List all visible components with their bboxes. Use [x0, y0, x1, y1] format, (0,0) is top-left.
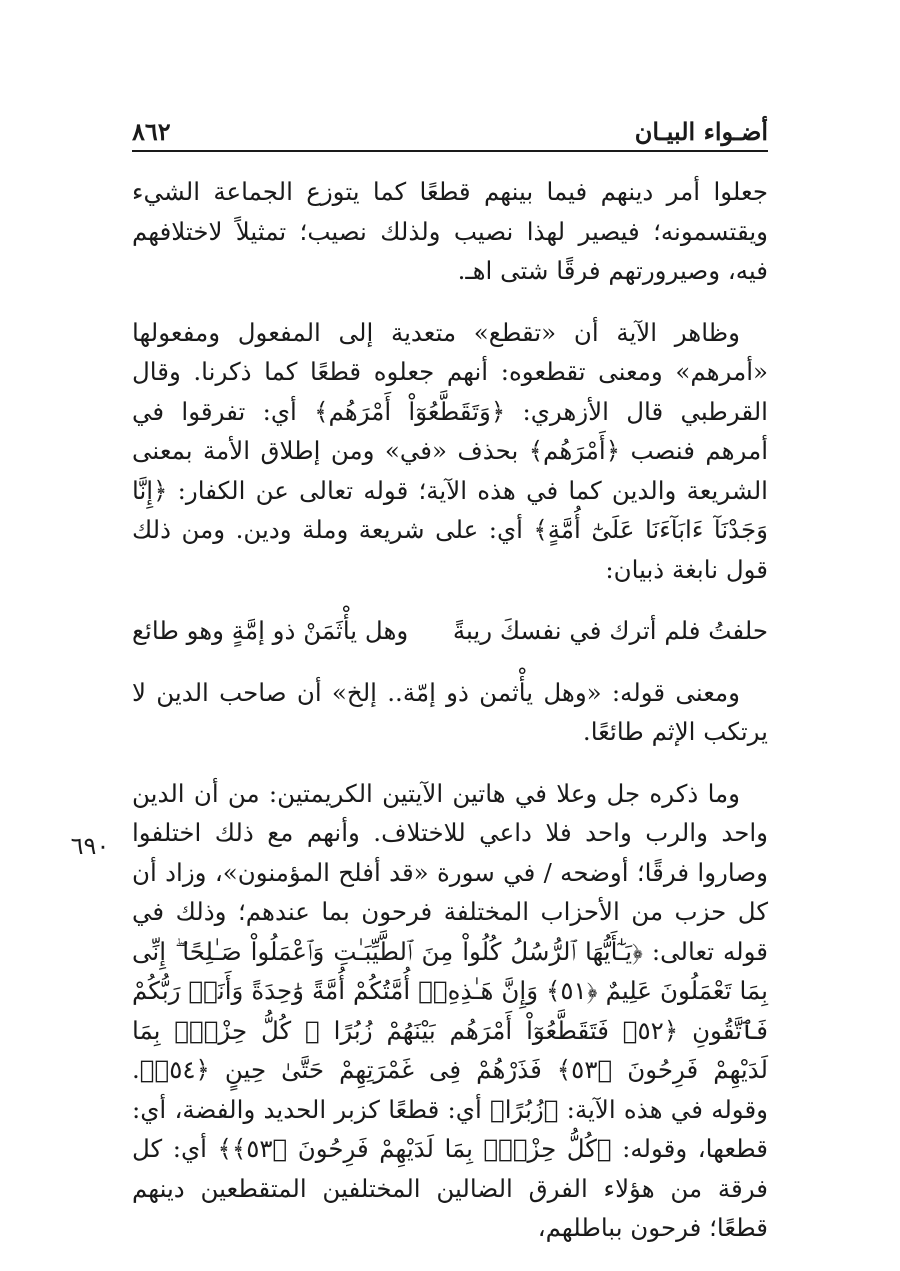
verse-first-hemistich: حلفتُ فلم أترك في نفسكَ ريبةً	[452, 616, 768, 645]
running-title: أضـواء البيـان	[634, 117, 768, 146]
poetry-verse	[132, 611, 768, 651]
paragraph-quran-citation: وما ذكره جل وعلا في هاتين الآيتين الكريمتين: من أن الدين واحد والرب واحد فلا داعي للاختلاف. وأنهم مع ذلك اختلفوا وصاروا فرقًا؛ أوضحه / في سورة «قد أفلح المؤمنون»، وزاد أن كل حزب من الأحزاب المختلفة فرحون بما عندهم؛ وذلك في قوله تعالى: ﴿يَـٰٓأَيُّهَا ٱلرُّسُلُ كُلُواْ مِنَ ٱلطَّيِّبَـٰتِ وَٱعْمَلُواْ صَـٰلِحًا ۖ إِنِّى بِمَا تَعْمَلُونَ عَلِيمٌ ﴿٥١﴾ وَإِنَّ هَـٰذِهِۦٓ أُمَّتُكُمْ أُمَّةً وَٰحِدَةً وَأَنَا۠ رَبُّكُمْ فَٱتَّقُونِ ﴿٥٢﴾ فَتَقَطَّعُوٓاْ أَمْرَهُم بَيْنَهُمْ زُبُرًا ۖ كُلُّ حِزْبٍۭ بِمَا لَدَيْهِمْ فَرِحُونَ ﴿٥٣﴾ فَذَرْهُمْ فِى غَمْرَتِهِمْ حَتَّىٰ حِينٍ ﴿٥٤﴾﴾. وقوله في هذه الآية: ﴿زُبُرًا﴾ أي: قطعًا كزبر الحديد والفضة، أي: قطعها، وقوله: ﴿كُلُّ حِزْبٍۭ بِمَا لَدَيْهِمْ فَرِحُونَ ﴿٥٣﴾﴾ أي: كل فرقة من هؤلاء الفرق الضالين المختلفين المتقطعين دينهم قطعًا؛ فرحون بباطلهم،	[132, 778, 769, 1242]
paragraph-verse-explanation: ومعنى قوله: «وهل يأْثمن ذو إمّة.. إلخ» أن صاحب الدين لا يرتكب الإثم طائعًا.	[132, 677, 768, 746]
paragraph-meaning-of-tuqattiu: وظاهر الآية أن «تقطع» متعدية إلى المفعول ومفعولها «أمرهم» ومعنى تقطعوه: أنهم جعلوه قطعًا كما ذكرنا. وقال القرطبي قال الأزهري: ﴿وَتَقَطَّعُوٓاْ أَمْرَهُم﴾ أي: تفرقوا في أمرهم فنصب ﴿أَمْرَهُم﴾ بحذف «في» ومن إطلاق الأمة بمعنى الشريعة والدين كما في هذه الآية؛ قوله تعالى عن الكفار: ﴿إِنَّا وَجَدْنَآ ءَابَآءَنَا عَلَىٰٓ أُمَّةٍ﴾ أي: على شريعة وملة ودين. ومن ذلك قول نابغة ذبيان:	[132, 317, 768, 584]
verse-second-hemistich: وهل يأْثَمَنْ ذو إمَّةٍ وهو طائع	[132, 616, 409, 645]
page-body	[132, 172, 768, 1248]
paragraph-continuation: جعلوا أمر دينهم فيما بينهم قطعًا كما يتوزع الجماعة الشيء ويقتسمونه؛ فيصير لهذا نصيب ولذلك نصيب؛ تمثيلاً لاختلافهم فيه، وصيرورتهم فرقًا شتى اهـ.	[132, 177, 768, 285]
margin-page-reference: ٦٩٠	[70, 832, 110, 860]
page-header	[132, 112, 768, 152]
page-number: ٨٦٢	[132, 117, 171, 146]
